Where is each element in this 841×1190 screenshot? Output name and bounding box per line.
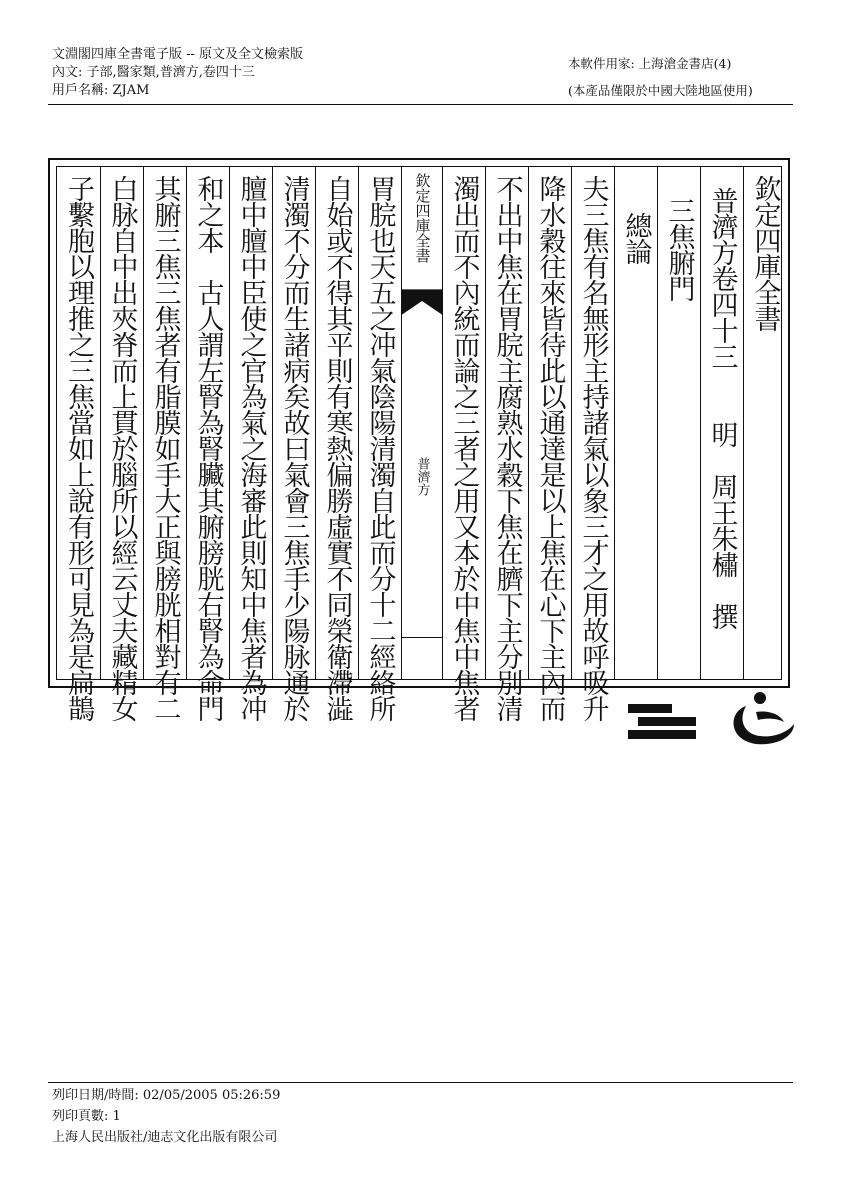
center-strip-rule bbox=[402, 637, 442, 638]
text-column-11 bbox=[272, 167, 315, 721]
column-text: 清濁不分而生諸病矣故曰氣會三焦手少陽脉通於 bbox=[278, 175, 310, 721]
center-strip-title: 欽定四庫全書 bbox=[413, 173, 432, 263]
text-column-8 bbox=[442, 167, 485, 721]
column-text: 夫三焦有名無形主持諸氣以象三才之用故呼吸升 bbox=[577, 175, 609, 721]
text-column-15 bbox=[100, 167, 143, 721]
fish-tail-mark bbox=[402, 289, 442, 315]
book-title: 欽定四庫全書 bbox=[749, 175, 781, 331]
volume-title: 普濟方卷四十三 明 周王朱橚 撰 bbox=[706, 187, 738, 629]
text-column-3 bbox=[657, 167, 700, 679]
column-text: 胃脘也天五之冲氣陰陽清濁自此而分十二經絡所 bbox=[364, 175, 396, 721]
license-user-line: 本軟件用家: 上海滄金書店(4) bbox=[568, 56, 732, 71]
publisher-line: 上海人民出版社/迪志文化出版有限公司 bbox=[52, 1130, 278, 1145]
print-info bbox=[52, 1085, 280, 1148]
publisher-logo bbox=[628, 690, 798, 750]
column-text: 濁出而不內統而論之三者之用又本於中焦中焦者 bbox=[448, 175, 480, 721]
center-strip bbox=[401, 167, 442, 679]
text-column-2 bbox=[700, 167, 743, 679]
center-strip-book: 普濟方 bbox=[414, 457, 430, 496]
footer-divider bbox=[48, 1082, 793, 1083]
header-divider bbox=[48, 104, 793, 105]
license-region-line: (本產品僅限於中國大陸地區使用) bbox=[568, 83, 753, 98]
header-info bbox=[52, 46, 303, 100]
section-heading: 總論 bbox=[620, 212, 652, 264]
text-column-9 bbox=[358, 167, 401, 721]
print-page-count: 列印頁數: 1 bbox=[52, 1109, 121, 1124]
print-datetime: 列印日期/時間: 02/05/2005 05:26:59 bbox=[52, 1088, 281, 1103]
column-text: 自始或不得其平則有寒熱偏勝虛實不同榮衛滯澁 bbox=[321, 175, 353, 721]
column-text: 不出中焦在胃脘主腐熟水穀下焦在臍下主分別清 bbox=[491, 175, 523, 721]
text-column-10 bbox=[315, 167, 358, 721]
chapter-heading: 三焦腑門 bbox=[663, 197, 695, 301]
header-content-line: 內文: 子部,醫家類,普濟方,卷四十三 bbox=[52, 65, 255, 80]
text-grid bbox=[56, 166, 782, 721]
text-column-12 bbox=[229, 167, 272, 721]
column-text: 其腑三焦三焦者有脂膜如手大正與膀胱相對有二 bbox=[149, 175, 181, 721]
text-column-7 bbox=[485, 167, 528, 721]
column-text: 膻中膻中臣使之官為氣之海審此則知中焦者為冲 bbox=[235, 175, 267, 721]
text-column-6 bbox=[528, 167, 571, 721]
column-text: 白脉自中出夾脊而上貫於腦所以經云丈夫藏精女 bbox=[106, 175, 138, 721]
text-column-14 bbox=[143, 167, 186, 721]
text-frame bbox=[48, 158, 790, 721]
license-info bbox=[568, 50, 753, 104]
text-column-1 bbox=[743, 167, 786, 679]
text-column-13 bbox=[186, 167, 229, 721]
header-user-line: 用戶名稱: ZJAM bbox=[52, 83, 150, 98]
column-text: 和之本 古人謂左腎為腎臟其腑膀胱右腎為命門 bbox=[192, 175, 224, 721]
header-title-line: 文淵閣四庫全書電子版 -- 原文及全文檢索版 bbox=[52, 47, 304, 62]
text-column-5 bbox=[571, 167, 614, 721]
text-column-4 bbox=[614, 167, 657, 679]
column-text: 降水穀往來皆待此以通達是以上焦在心下主內而 bbox=[534, 175, 566, 721]
column-text: 子繫胞以理推之三焦當如上說有形可見為是扁鵲 bbox=[63, 175, 94, 721]
text-column-16 bbox=[57, 167, 100, 721]
